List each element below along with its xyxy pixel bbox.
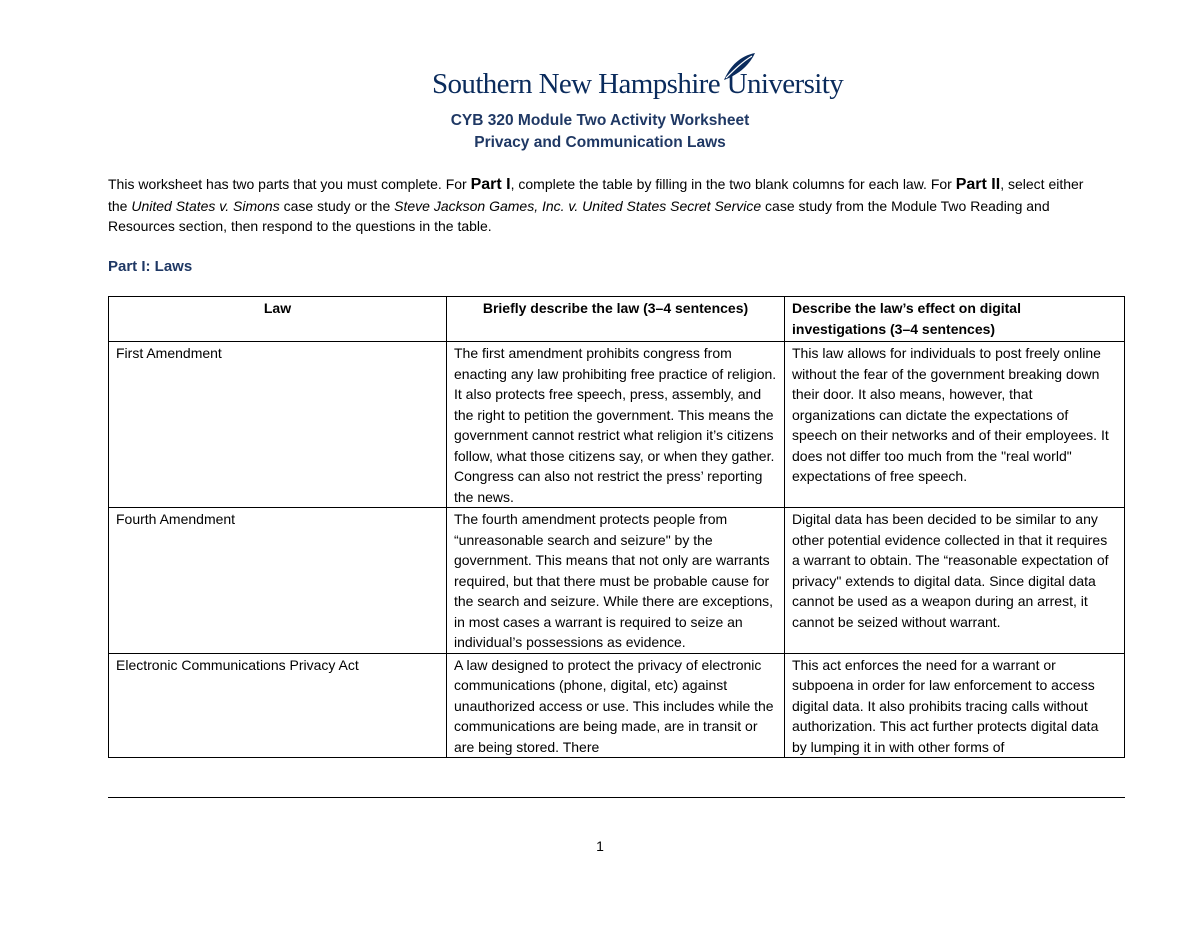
intro-paragraph (108, 174, 1098, 237)
law-description-cell: A law designed to protect the privacy of electronic communications (phone, digital, etc) against unauthorized access or use. This includes while the communications are being made, are in transit or are being stored. There (447, 653, 785, 758)
intro-case2: Steve Jackson Games, Inc. v. United States Secret Service (394, 197, 762, 214)
law-effect-cell: This act enforces the need for a warrant or subpoena in order for law enforcement to access digital data. It also prohibits tracing calls without authorization. This act further protects digital data by lumping it in with other forms of (785, 653, 1125, 758)
page-number: 1 (596, 838, 604, 854)
table-row (109, 508, 1125, 654)
intro-text-4: case study or the (279, 197, 395, 214)
table-row (109, 342, 1125, 508)
page-break-mask (100, 798, 1140, 838)
worksheet-subtitle: Privacy and Communication Laws (474, 134, 726, 151)
university-logo (432, 52, 844, 110)
intro-case1: United States v. Simons (131, 197, 280, 214)
intro-part2: Part II (955, 176, 1001, 193)
intro-text-2: , complete the table by filling in the two blank columns for each law. For (510, 176, 956, 192)
logo-text: Southern New Hampshire University (432, 68, 844, 100)
law-description-cell: The fourth amendment protects people from “unreasonable search and seizure" by the government. This means that not only are warrants required, but that there must be probable cause for the search and seizure. While there are exceptions, in most cases a warrant is required to seize an individual’s possessions as evidence. (447, 508, 785, 654)
header-description: Briefly describe the law (3–4 sentences) (447, 297, 785, 342)
law-name-cell: Electronic Communications Privacy Act (109, 653, 447, 758)
intro-text-5: case study from the Module Two Reading and Resources section, then respond to the questions in the table. (108, 197, 1050, 234)
law-description-cell: The first amendment prohibits congress from enacting any law prohibiting free practice of religion. It also protects free speech, press, assembly, and the right to petition the government. This means the government cannot restrict what religion it’s citizens follow, what those citizens say, or when they gather. Congress can also not restrict the press’ reporting the news. (447, 342, 785, 508)
law-effect-cell: Digital data has been decided to be similar to any other potential evidence collected in that it requires a warrant to obtain. The “reasonable expectation of privacy" extends to digital data. Since digital data cannot be used as a weapon during an arrest, it cannot be seized without warrant. (785, 508, 1125, 654)
law-name-cell: Fourth Amendment (109, 508, 447, 654)
header-effect: Describe the law’s effect on digital investigations (3–4 sentences) (785, 297, 1125, 342)
table-row (109, 653, 1125, 758)
laws-table (108, 296, 1125, 758)
header-law: Law (109, 297, 447, 342)
leaf-icon (722, 52, 756, 82)
part-heading: Part I: Laws (108, 258, 193, 275)
intro-text-3: , select either the (108, 176, 1084, 214)
table-header-row (109, 297, 1125, 342)
intro-text-1: This worksheet has two parts that you must complete. For (108, 176, 471, 192)
law-name-cell: First Amendment (109, 342, 447, 508)
intro-part1: Part I (470, 176, 511, 193)
page-bottom-rule (108, 797, 1125, 798)
worksheet-title: CYB 320 Module Two Activity Worksheet (450, 112, 750, 129)
law-effect-cell: This law allows for individuals to post freely online without the fear of the government breaking down their door. It also means, however, that organizations can dictate the expectations of speech on their networks and of their employees. It does not differ too much from the "real world" expectations of free speech. (785, 342, 1125, 508)
